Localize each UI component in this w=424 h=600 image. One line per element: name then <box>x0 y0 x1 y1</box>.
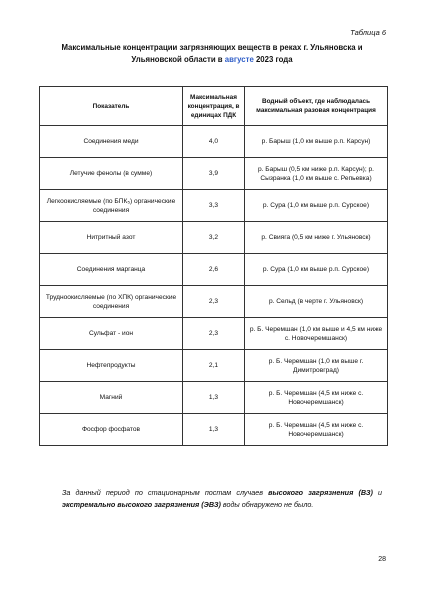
table-row <box>40 318 388 350</box>
indicator-cell: Легкоокисляемые (по БПК₅) органические соединения <box>40 190 183 222</box>
footnote-high-pollution: высокого загрязнения (ВЗ) <box>268 488 373 497</box>
value-cell: 1,3 <box>183 382 245 414</box>
location-cell: р. Б. Черемшан (4,5 км ниже с. Новочеремшанск) <box>245 414 388 446</box>
location-cell: р. Б. Черемшан (1,0 км выше г. Димитровград) <box>245 350 388 382</box>
table-row <box>40 286 388 318</box>
title-part-1: Максимальные концентрации загрязняющих веществ в реках г. Ульяновска и Ульяновской области в <box>61 43 363 64</box>
footnote <box>62 487 382 511</box>
indicator-cell: Сульфат - ион <box>40 318 183 350</box>
table-row <box>40 414 388 446</box>
indicator-cell: Магний <box>40 382 183 414</box>
indicator-cell: Нитритный азот <box>40 222 183 254</box>
table-row <box>40 350 388 382</box>
table-row <box>40 382 388 414</box>
value-cell: 2,3 <box>183 286 245 318</box>
concentration-table <box>39 86 388 446</box>
footnote-part-3: воды обнаружено не было. <box>220 500 314 509</box>
footnote-extreme-pollution: экстремально высокого загрязнения (ЭВЗ) <box>62 500 221 509</box>
indicator-cell: Соединения меди <box>40 126 183 158</box>
location-cell: р. Сура (1,0 км выше р.п. Сурское) <box>245 190 388 222</box>
indicator-cell: Соединения марганца <box>40 254 183 286</box>
location-cell: р. Сура (1,0 км выше р.п. Сурское) <box>245 254 388 286</box>
location-cell: р. Б. Черемшан (1,0 км выше и 4,5 км ниже с. Новочеремшанск) <box>245 318 388 350</box>
footnote-part-1: За данный период по стационарным постам случаев <box>62 488 269 497</box>
indicator-cell: Трудноокисляемые (по ХПК) органические соединения <box>40 286 183 318</box>
location-cell: р. Сельд (в черте г. Ульяновск) <box>245 286 388 318</box>
location-cell: р. Барыш (1,0 км выше р.п. Карсун) <box>245 126 388 158</box>
header-indicator: Показатель <box>40 87 183 126</box>
title-part-2: 2023 года <box>253 55 293 64</box>
table-row <box>40 254 388 286</box>
value-cell: 3,3 <box>183 190 245 222</box>
indicator-cell: Летучие фенолы (в сумме) <box>40 158 183 190</box>
indicator-cell: Фосфор фосфатов <box>40 414 183 446</box>
value-cell: 3,9 <box>183 158 245 190</box>
header-max-concentration: Максимальная концентрация, в единицах ПДК <box>183 87 245 126</box>
value-cell: 2,6 <box>183 254 245 286</box>
table-row <box>40 126 388 158</box>
value-cell: 1,3 <box>183 414 245 446</box>
location-cell: р. Б. Черемшан (4,5 км ниже с. Новочеремшанск) <box>245 382 388 414</box>
document-title <box>40 42 384 66</box>
title-month: августе <box>224 55 254 64</box>
table-row <box>40 158 388 190</box>
value-cell: 2,1 <box>183 350 245 382</box>
location-cell: р. Барыш (0,5 км ниже р.п. Карсун); р. Сызранка (1,0 км выше с. Репьевка) <box>245 158 388 190</box>
location-cell: р. Свияга (0,5 км ниже г. Ульяновск) <box>245 222 388 254</box>
value-cell: 4,0 <box>183 126 245 158</box>
table-row <box>40 222 388 254</box>
value-cell: 2,3 <box>183 318 245 350</box>
table-label: Таблица 6 <box>350 28 386 37</box>
table-row <box>40 190 388 222</box>
footnote-part-2: и <box>372 488 382 497</box>
value-cell: 3,2 <box>183 222 245 254</box>
indicator-cell: Нефтепродукты <box>40 350 183 382</box>
page-number: 28 <box>378 556 386 563</box>
header-water-body: Водный объект, где наблюдалась максимальная разовая концентрация <box>245 87 388 126</box>
table-header-row <box>40 87 388 126</box>
